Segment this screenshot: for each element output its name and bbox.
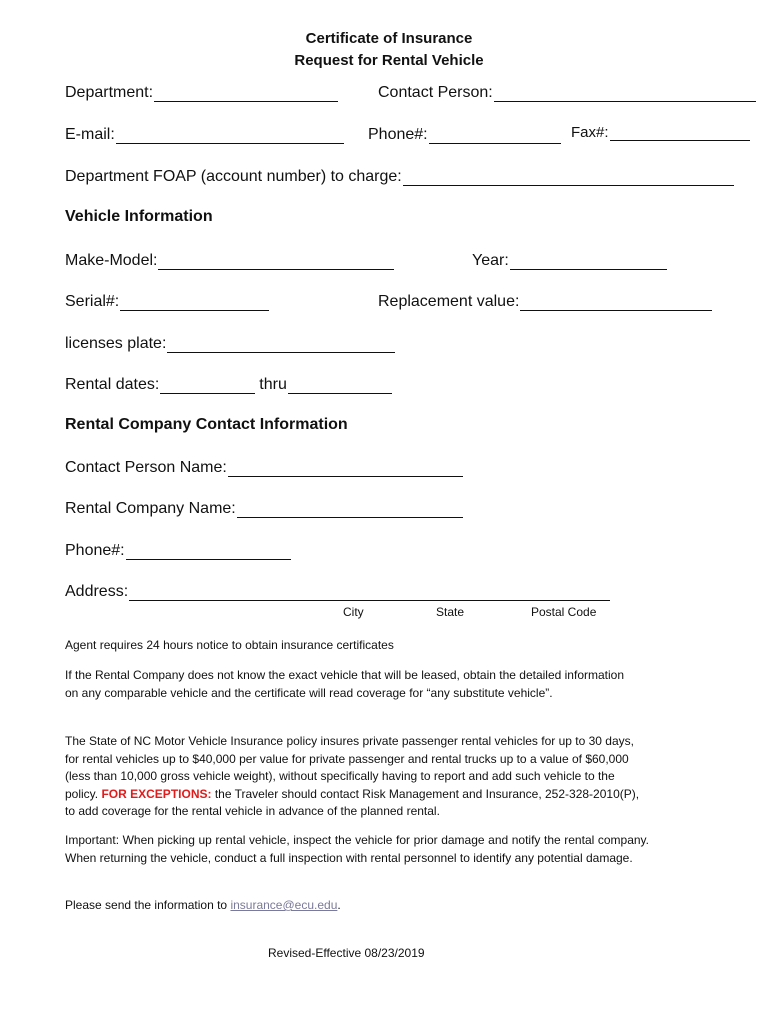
year-label: Year:	[472, 252, 509, 269]
city-caption: City	[343, 605, 364, 619]
license-plate-label: licenses plate:	[65, 335, 167, 352]
rental-phone-label: Phone#:	[65, 542, 125, 559]
replacement-value-label: Replacement value:	[378, 293, 520, 310]
revised-date: Revised-Effective 08/23/2019	[268, 946, 425, 960]
rental-start-date-line[interactable]	[160, 377, 255, 394]
license-plate-input-line[interactable]	[167, 336, 395, 353]
replacement-value-field[interactable]	[378, 291, 712, 311]
send-info-paragraph	[65, 897, 649, 915]
rental-company-name-field[interactable]	[65, 498, 463, 518]
insurance-email-link[interactable]: insurance@ecu.edu	[230, 898, 338, 912]
contact-person-field[interactable]	[378, 82, 756, 102]
postal-code-caption: Postal Code	[531, 605, 597, 619]
fax-input-line[interactable]	[610, 124, 750, 141]
thru-label: thru	[259, 376, 287, 393]
contact-person-name-label: Contact Person Name:	[65, 459, 227, 476]
phone-input-line[interactable]	[429, 127, 561, 144]
email-field[interactable]	[65, 124, 344, 144]
year-input-line[interactable]	[510, 253, 667, 270]
fax-label: Fax#:	[571, 124, 609, 141]
policy-text: The State of NC Motor Vehicle Insurance policy insures private passenger rental vehicles for up to 30 days, for rental vehicles up to $40,000 per value for private passenger and rental trucks up to a value of $60,000 (less than 10,000 gross vehicle weight), without specifically having to report and add such vehicle to the policy.	[65, 734, 634, 801]
phone-field[interactable]	[368, 124, 561, 144]
serial-input-line[interactable]	[120, 294, 269, 311]
serial-label: Serial#:	[65, 293, 120, 310]
send-suffix: .	[337, 898, 341, 912]
rental-company-heading: Rental Company Contact Information	[65, 416, 348, 433]
address-field[interactable]	[65, 581, 610, 601]
email-input-line[interactable]	[116, 127, 344, 144]
license-plate-field[interactable]	[65, 333, 395, 353]
rental-phone-field[interactable]	[65, 540, 291, 560]
contact-person-name-input-line[interactable]	[228, 460, 463, 477]
year-field[interactable]	[472, 250, 667, 270]
rental-company-name-label: Rental Company Name:	[65, 500, 236, 517]
exceptions-label: FOR EXCEPTIONS:	[101, 786, 212, 801]
make-model-input-line[interactable]	[158, 253, 394, 270]
address-input-line[interactable]	[129, 584, 610, 601]
rental-dates-label: Rental dates:	[65, 376, 160, 393]
fax-field[interactable]	[571, 121, 750, 141]
exceptions-text: the Traveler should contact Risk Management and Insurance, 252-328-2010(P), to add coverage for the rental vehicle in advance of the planned rental.	[65, 786, 640, 818]
make-model-label: Make-Model:	[65, 252, 158, 269]
foap-input-line[interactable]	[403, 169, 734, 186]
make-model-field[interactable]	[65, 250, 394, 270]
agent-notice-text: Agent requires 24 hours notice to obtain insurance certificates	[65, 638, 394, 652]
important-text: Important: When picking up rental vehicle, inspect the vehicle for prior damage and notify the rental company. When returning the vehicle, conduct a full inspection with rental personnel to identify any potential damage.	[65, 833, 649, 865]
rental-end-date-line[interactable]	[288, 377, 392, 394]
unknown-vehicle-text: If the Rental Company does not know the exact vehicle that will be leased, obtain the detailed information on any comparable vehicle and the certificate will read coverage for “any substitute vehicle”.	[65, 668, 625, 700]
serial-field[interactable]	[65, 291, 269, 311]
send-prefix: Please send the information to	[65, 898, 228, 912]
email-label: E-mail:	[65, 126, 115, 143]
department-input-line[interactable]	[154, 85, 338, 102]
department-field[interactable]	[65, 82, 338, 102]
rental-phone-input-line[interactable]	[126, 543, 291, 560]
foap-label: Department FOAP (account number) to charge:	[65, 168, 402, 185]
policy-paragraph	[65, 733, 643, 821]
form-title: Certificate of Insurance	[305, 30, 473, 47]
state-caption: State	[436, 605, 465, 619]
department-label: Department:	[65, 84, 154, 101]
contact-person-input-line[interactable]	[494, 85, 756, 102]
form-subtitle: Request for Rental Vehicle	[294, 52, 484, 69]
contact-person-name-field[interactable]	[65, 457, 463, 477]
contact-person-label: Contact Person:	[378, 84, 493, 101]
phone-label: Phone#:	[368, 126, 428, 143]
rental-company-name-input-line[interactable]	[237, 501, 463, 518]
foap-field[interactable]	[65, 166, 734, 186]
replacement-value-input-line[interactable]	[520, 294, 712, 311]
vehicle-info-heading: Vehicle Information	[65, 208, 213, 225]
rental-dates-field[interactable]	[65, 374, 392, 394]
address-label: Address:	[65, 583, 129, 600]
